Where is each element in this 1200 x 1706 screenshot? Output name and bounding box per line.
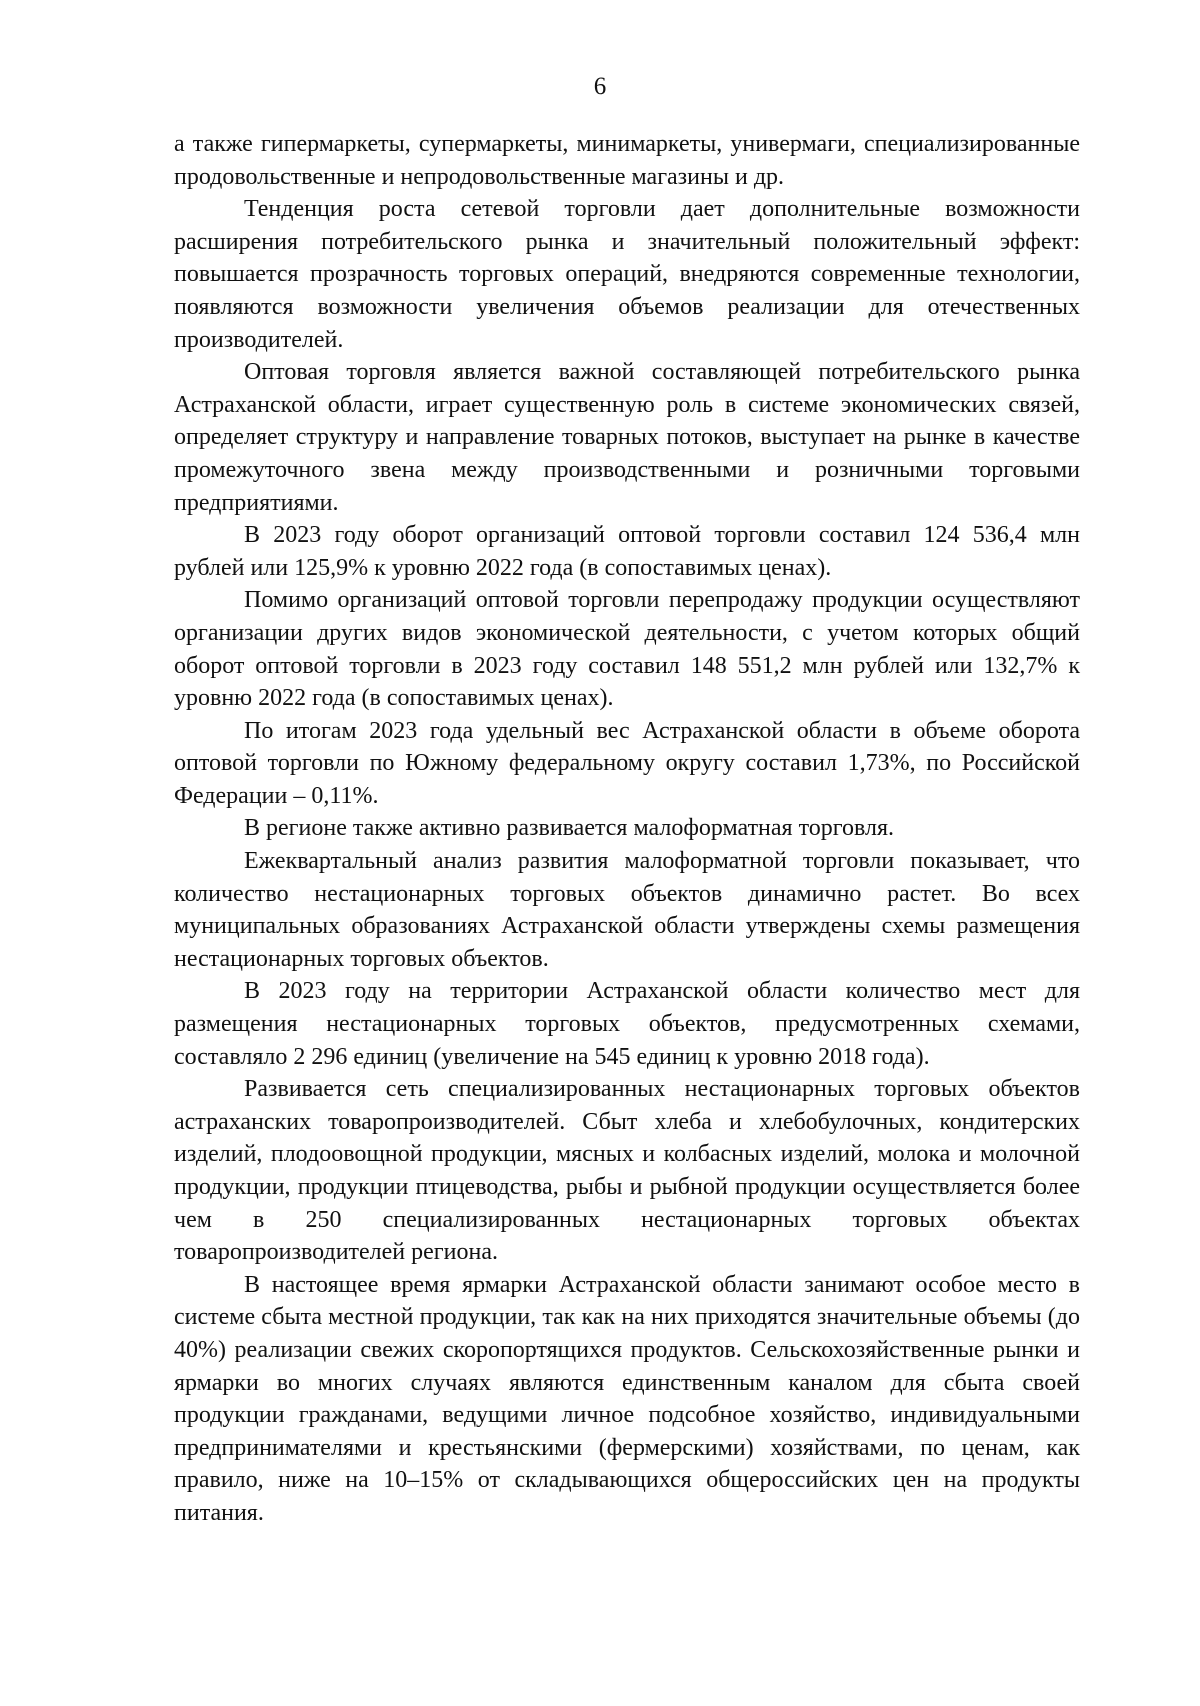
paragraph-network-retail: Тенденция роста сетевой торговли дает дополнительные возможности расширения потребительского рынка и значительный положительный эффект: повышается прозрачность торговых операций, внедряются современные технологии, появляются возможности увеличения объемов реализации для отечественных производителей.	[174, 196, 1080, 353]
paragraph-placement-count: В 2023 году на территории Астраханской области количество мест для размещения нестационарных торговых объектов, предусмотренных схемами, составляло 2 296 единиц (увеличение на 545 единиц к уровню 2018 года).	[174, 978, 1080, 1070]
document-body	[174, 128, 1080, 1530]
page-number: 6	[593, 73, 607, 100]
paragraph-quarterly-analysis: Ежеквартальный анализ развития малоформатной торговли показывает, что количество нестационарных торговых объектов динамично растет. Во всех муниципальных образованиях Астраханской области утверждены схемы размещения нестационарных торговых объектов.	[174, 848, 1080, 972]
paragraph-wholesale-role: Оптовая торговля является важной составляющей потребительского рынка Астраханской области, играет существенную роль в системе экономических связей, определяет структуру и направление товарных потоков, выступает на рынке в качестве промежуточного звена между производственными и розничными торговыми предприятиями.	[174, 359, 1080, 516]
paragraph-wholesale-turnover: В 2023 году оборот организаций оптовой торговли составил 124 536,4 млн рублей или 125,9% к уровню 2022 года (в сопоставимых ценах).	[174, 522, 1080, 581]
paragraph-fairs: В настоящее время ярмарки Астраханской области занимают особое место в системе сбыта местной продукции, так как на них приходятся значительные объемы (до 40%) реализации свежих скоропортящихся продуктов. Сельскохозяйственные рынки и ярмарки во многих случаях являются единственным каналом для сбыта своей продукции гражданами, ведущими личное подсобное хозяйство, индивидуальными предпринимателями и крестьянскими (фермерскими) хозяйствами, по ценам, как правило, ниже на 10–15% от складывающихся общероссийских цен на продукты питания.	[174, 1271, 1080, 1526]
paragraph-specialized-network: Развивается сеть специализированных нестационарных торговых объектов астраханских товаропроизводителей. Сбыт хлеба и хлебобулочных, кондитерских изделий, плодоовощной продукции, мясных и колбасных изделий, молока и молочной продукции, продукции птицеводства, рыбы и рыбной продукции осуществляется более чем в 250 специализированных нестационарных торговых объектах товаропроизводителей региона.	[174, 1076, 1080, 1266]
paragraph-wholesale-share: По итогам 2023 года удельный вес Астраханской области в объеме оборота оптовой торговли по Южному федеральному округу составил 1,73%, по Российской Федерации – 0,11%.	[174, 717, 1080, 809]
paragraph-total-wholesale: Помимо организаций оптовой торговли перепродажу продукции осуществляют организации других видов экономической деятельности, с учетом которых общий оборот оптовой торговли в 2023 году составил 148 551,2 млн рублей или 132,7% к уровню 2022 года (в сопоставимых ценах).	[174, 587, 1080, 712]
paragraph-continuation: а также гипермаркеты, супермаркеты, минимаркеты, универмаги, специализированные продовольственные и непродовольственные магазины и др.	[174, 131, 1080, 190]
paragraph-small-format: В регионе также активно развивается малоформатная торговля.	[244, 815, 895, 842]
